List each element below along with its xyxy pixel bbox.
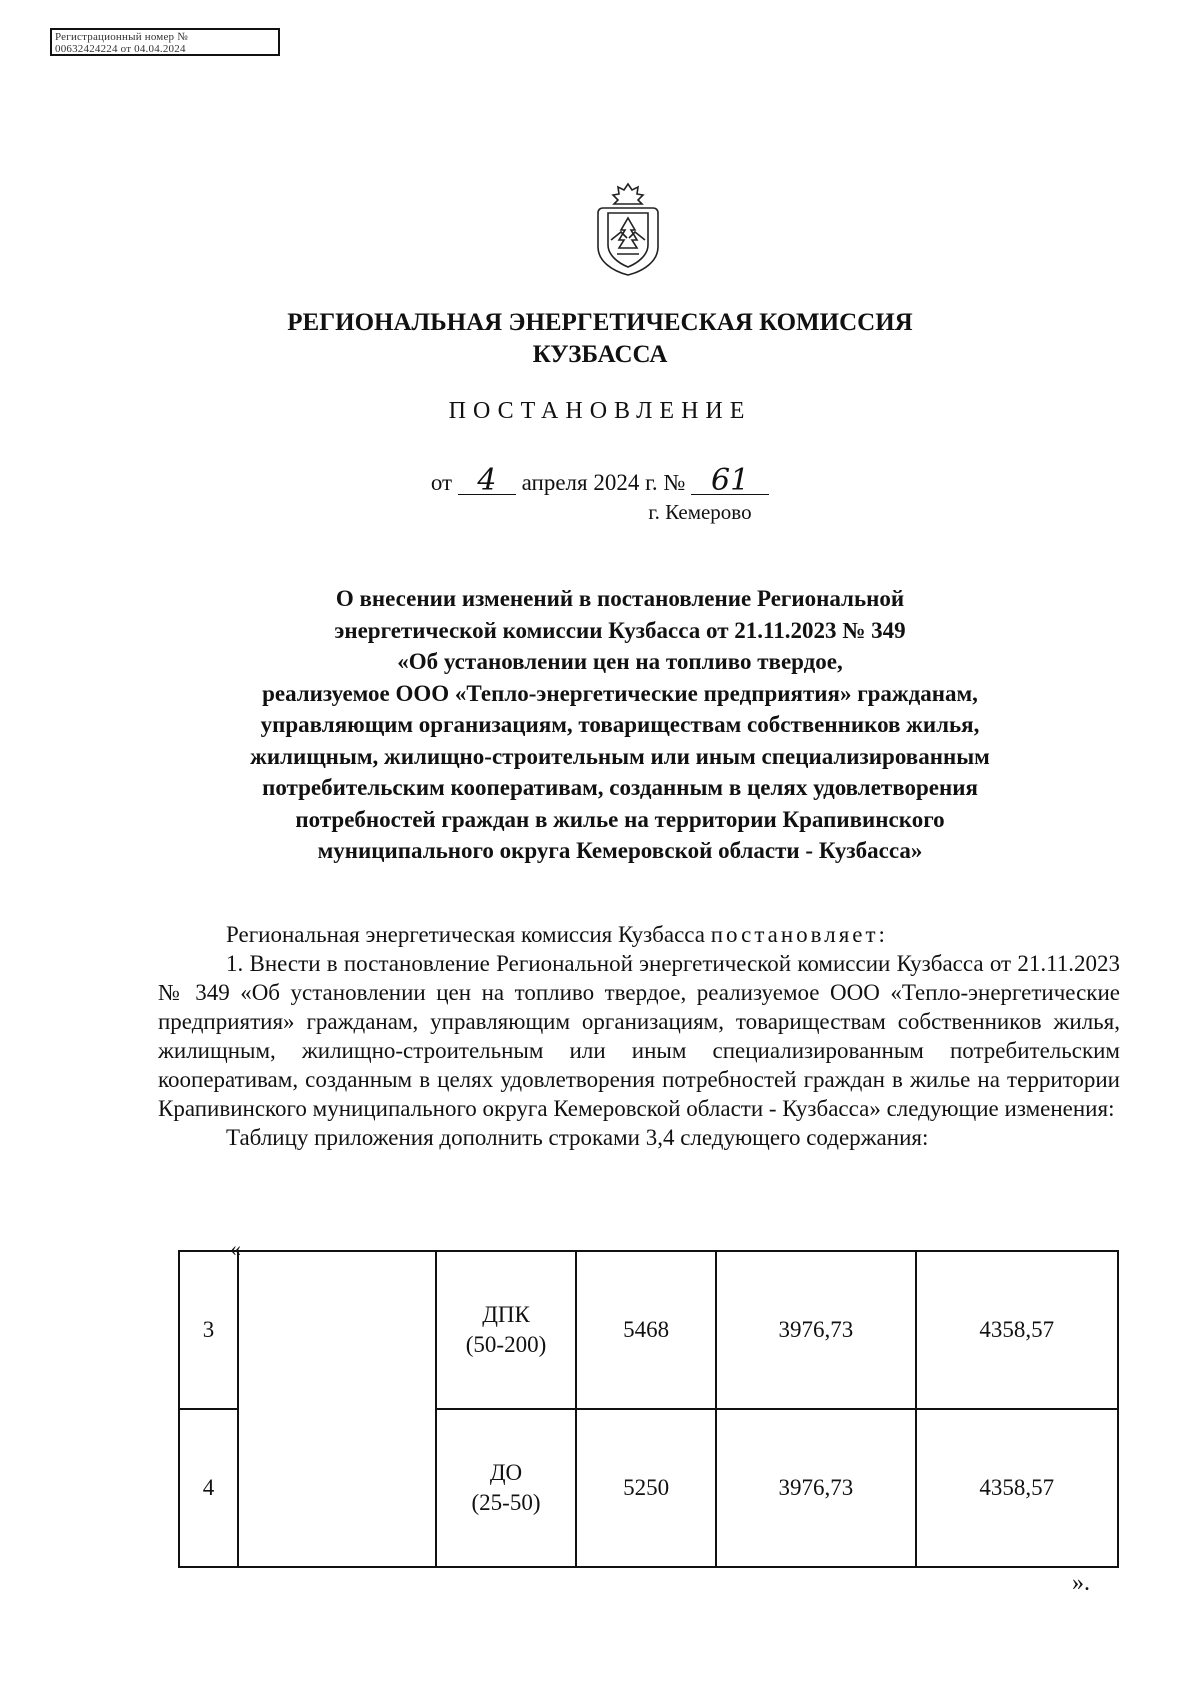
row-number: 3: [179, 1251, 238, 1409]
fuel-type: ДО: [489, 1460, 523, 1485]
registration-line-1: Регистрационный номер №: [55, 31, 188, 43]
quote-close: ».: [1072, 1570, 1090, 1596]
value-cell: 4358,57: [916, 1409, 1118, 1567]
date-prefix: от: [430, 470, 453, 495]
table-row: [179, 1251, 1118, 1409]
value-cell: 4358,57: [916, 1251, 1118, 1409]
fuel-size: (50-200): [465, 1332, 547, 1357]
organization-name: [0, 307, 1200, 371]
document-type: ПОСТАНОВЛЕНИЕ: [448, 398, 752, 424]
subject-line: потребительским кооперативам, созданным в целях удовлетворения: [262, 775, 978, 800]
number-sign: №: [663, 470, 686, 495]
fuel-type: ДПК: [482, 1302, 530, 1327]
subject-line: управляющим организациям, товариществам собственников жилья,: [260, 712, 980, 737]
document-number: 61: [691, 468, 769, 495]
fuel-type-cell: [436, 1409, 576, 1567]
value-cell: 5250: [576, 1409, 716, 1567]
organization-line-1: РЕГИОНАЛЬНАЯ ЭНЕРГЕТИЧЕСКАЯ КОМИССИЯ: [287, 309, 913, 336]
date-line: [0, 463, 1200, 498]
subject-line: О внесении изменений в постановление Региональной: [335, 586, 905, 611]
document-subject: [140, 583, 1100, 867]
organization-line-2: КУЗБАССА: [532, 341, 668, 368]
value-cell: 3976,73: [716, 1409, 915, 1567]
coat-of-arms-icon: [593, 182, 663, 278]
row-number: 4: [179, 1409, 238, 1567]
resolution-intro: [158, 920, 1120, 949]
value-cell: 5468: [576, 1251, 716, 1409]
registration-stamp: [50, 28, 280, 56]
fuel-size: (25-50): [471, 1490, 541, 1515]
date-day: 4: [458, 468, 516, 495]
subject-line: потребностей граждан в жилье на территории Крапивинского: [295, 806, 945, 832]
registration-line-2: 00632424224 от 04.04.2024: [55, 43, 186, 55]
intro-verb: постановляет:: [710, 922, 888, 947]
subject-line: муниципального округа Кемеровской области - Кузбасса»: [317, 838, 923, 863]
intro-text: Региональная энергетическая комиссия Кузбасса: [226, 922, 705, 947]
quote-open: «: [230, 1236, 241, 1261]
document-body: [158, 920, 1120, 1152]
fuel-type-cell: [436, 1251, 576, 1409]
table-intro: Таблицу приложения дополнить строками 3,4 следующего содержания:: [226, 1125, 929, 1150]
subject-line: энергетической комиссии Кузбасса от 21.11.2023 № 349: [334, 617, 906, 643]
merged-name-cell: [238, 1251, 436, 1567]
subject-line: «Об установлении цен на топливо твердое,: [397, 649, 843, 674]
value-cell: 3976,73: [716, 1251, 915, 1409]
date-month-year: апреля 2024 г.: [521, 470, 658, 495]
city: г. Кемерово: [648, 500, 752, 524]
subject-line: жилищным, жилищно-строительным или иным специализированным: [250, 743, 990, 769]
item-1: 1. Внести в постановление Региональной энергетической комиссии Кузбасса от 21.11.2023 № 349 «Об установлении цен на топливо твердое, реализуемое ООО «Тепло-энергетические предприятия» гражданам, управляющим организациям, товариществам собственников жилья, жилищным, жилищно-строительным или иным специализированным потребительским кооперативам, созданным в целях удовлетворения потребностей граждан в жилье на территории Крапивинского муниципального округа Кемеровской области - Кузбасса» следующие изменения:: [158, 951, 1120, 1121]
subject-line: реализуемое ООО «Тепло-энергетические предприятия» гражданам,: [262, 680, 978, 706]
tariff-table: [178, 1250, 1119, 1568]
